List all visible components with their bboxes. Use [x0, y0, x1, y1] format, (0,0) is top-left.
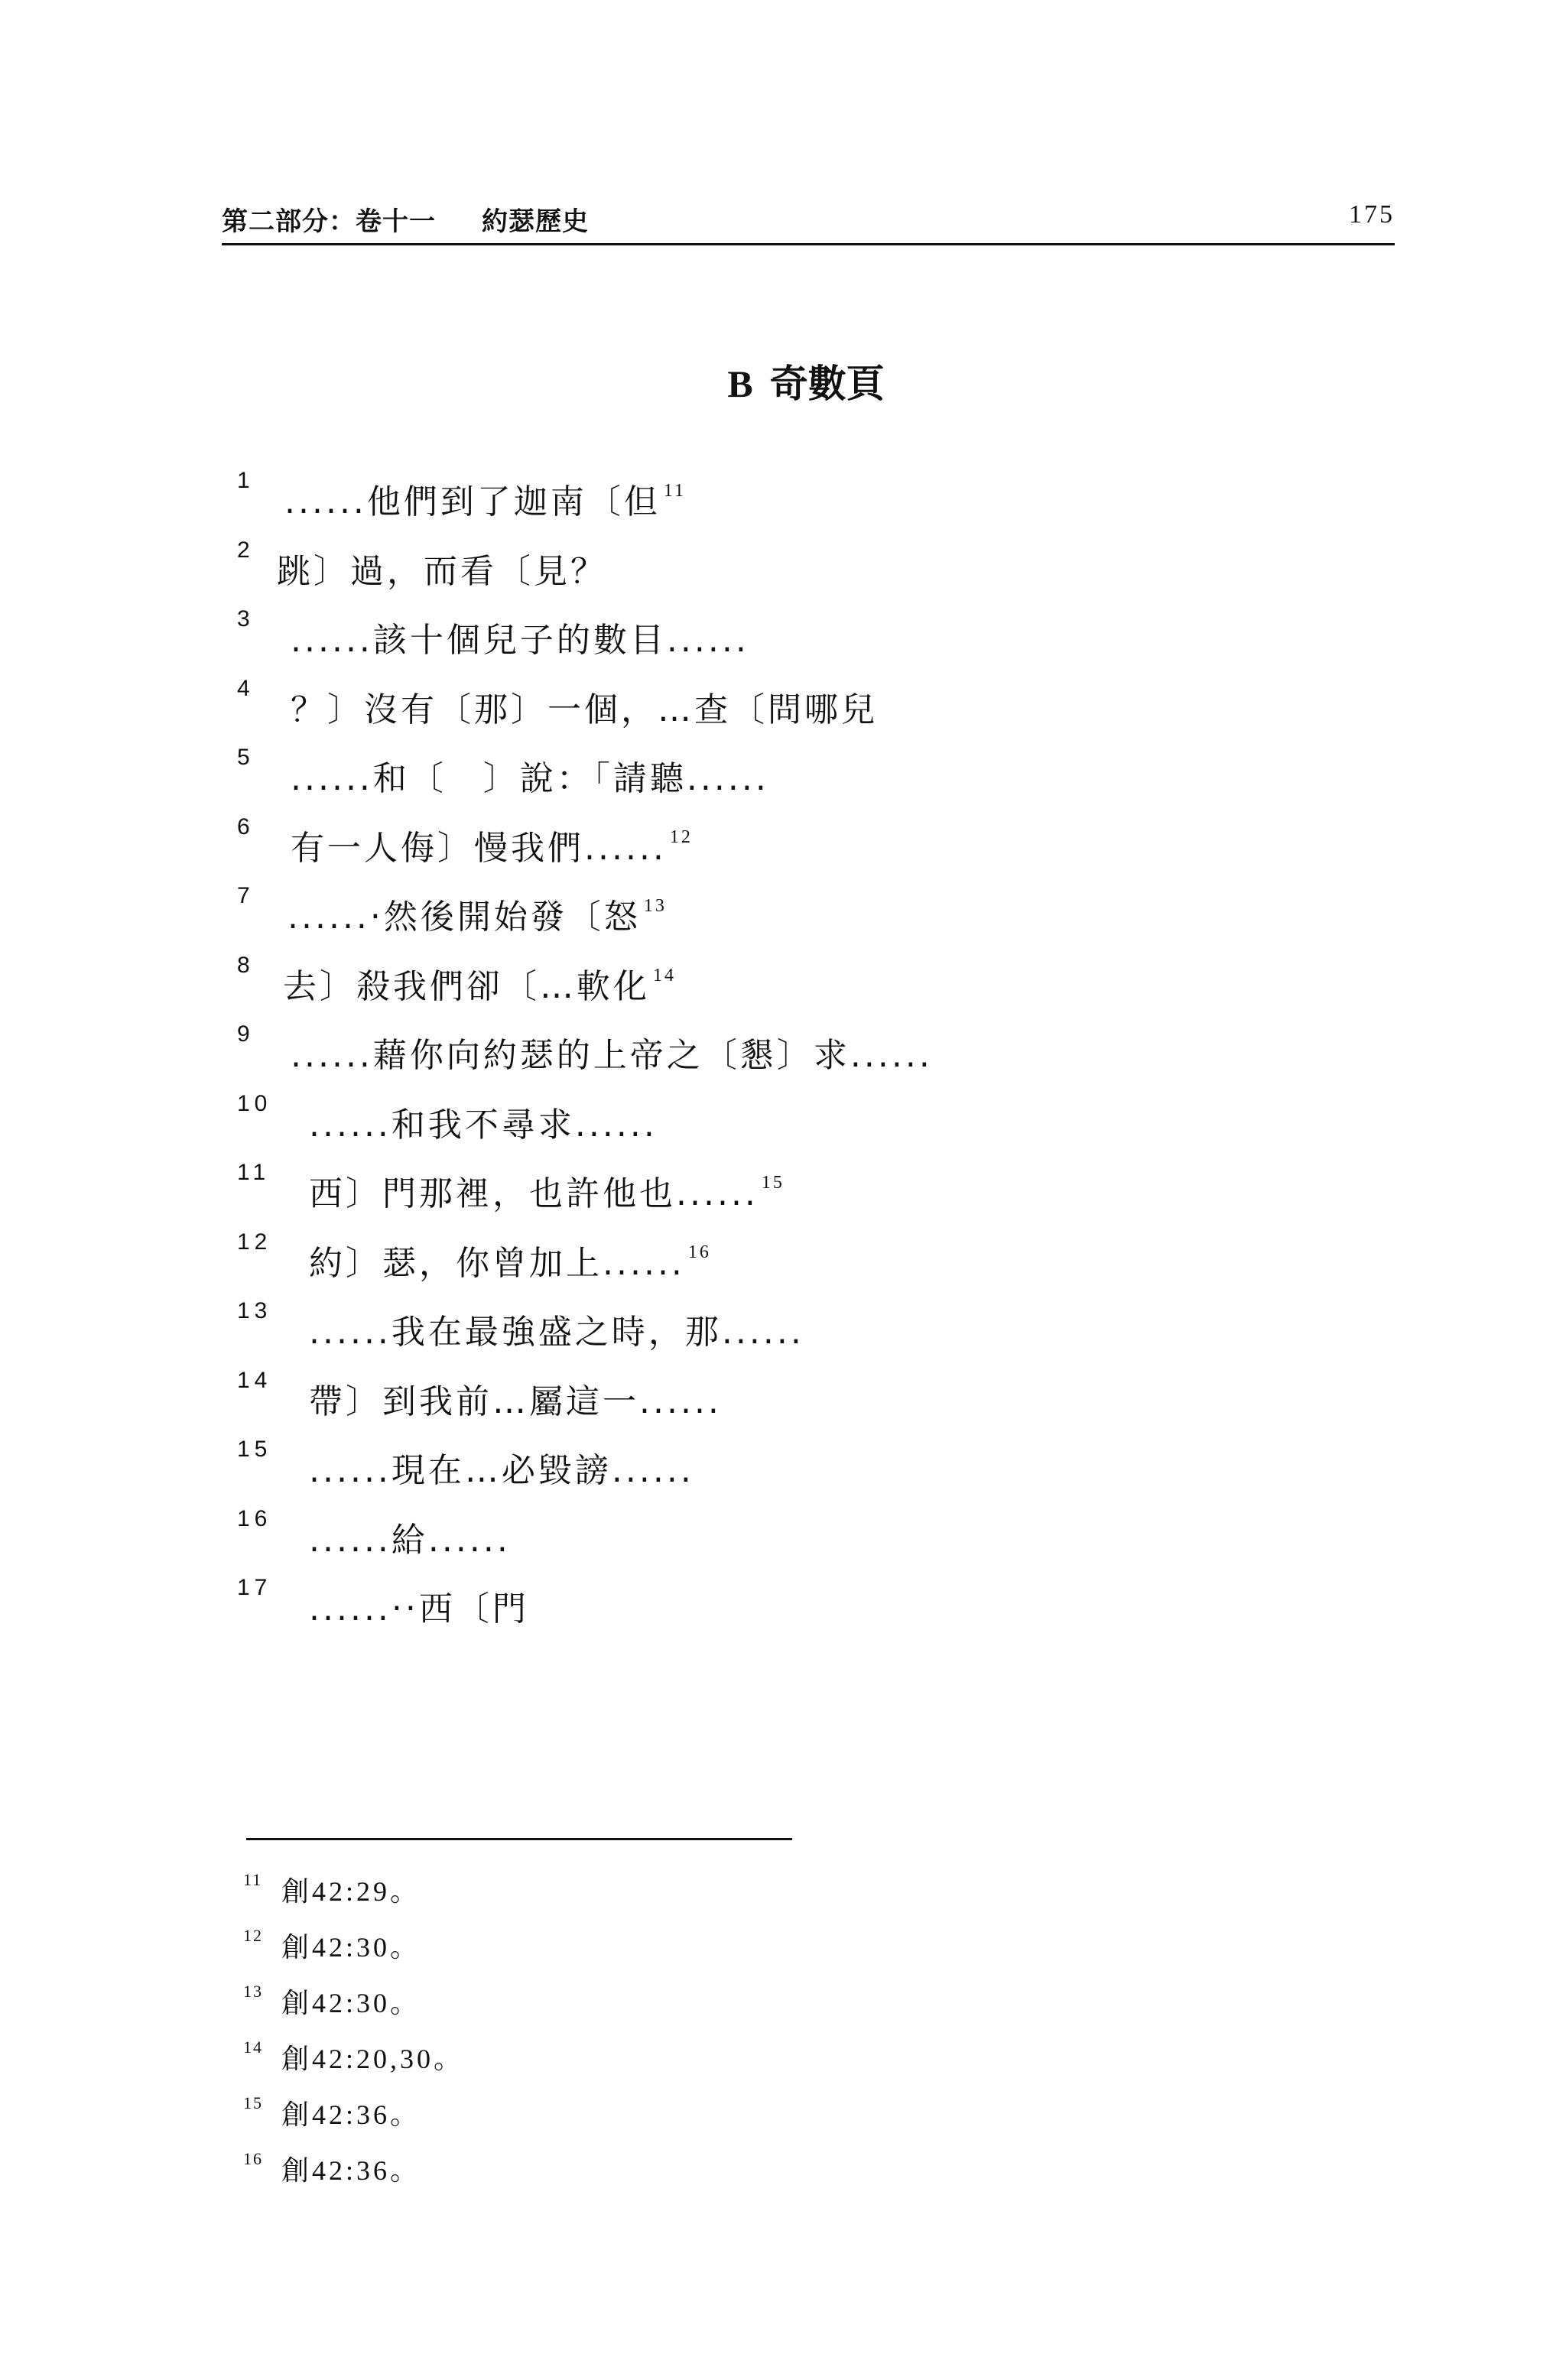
line-text: 跳〕過，而看〔見？ — [277, 551, 607, 591]
section-title-text: 奇數頁 — [769, 361, 885, 406]
fragment-line — [237, 814, 1384, 884]
header-book: 約瑟歷史 — [482, 206, 589, 237]
line-number: 4 — [237, 675, 255, 701]
line-text: ......我在最強盛之時，那...... — [309, 1313, 804, 1352]
line-number: 5 — [237, 745, 255, 770]
line-text: 帶〕到我前…屬這一...... — [309, 1382, 722, 1421]
footnote-mark: 13 — [243, 1982, 263, 2001]
fragment-line — [237, 1229, 1384, 1299]
fragment-line — [237, 1021, 1384, 1091]
footnote-ref: 16 — [687, 1242, 711, 1262]
fragment-line — [237, 537, 1384, 607]
fragment-line — [237, 953, 1384, 1022]
line-text: ......給...... — [309, 1520, 511, 1560]
footnote-text: 創42:36。 — [281, 2155, 421, 2186]
fragment-line — [237, 745, 1384, 814]
line-text: 有一人侮〕慢我們...... $^{12}$ — [291, 826, 693, 868]
fragment-line — [237, 1298, 1384, 1368]
footnote-ref: 14 — [653, 965, 676, 985]
fragment-line — [237, 468, 1384, 537]
line-text: ......藉你向約瑟的上帝之〔懇〕求...... — [291, 1036, 933, 1075]
line-number: 1 — [237, 468, 255, 493]
footnote-text: 創42:29。 — [281, 1876, 421, 1907]
fragment-line — [237, 883, 1384, 953]
section-title — [0, 353, 1566, 408]
header-part: 第二部分：卷十一 — [222, 206, 436, 237]
line-number: 14 — [237, 1367, 272, 1393]
line-text: ......現在…必毀謗...... — [309, 1451, 694, 1490]
fragment-line — [237, 1506, 1384, 1576]
line-text: ......和我不尋求...... — [309, 1105, 658, 1145]
footnote-ref: 11 — [663, 481, 687, 501]
footnote-mark: 14 — [243, 2037, 263, 2057]
fragment-line — [237, 606, 1384, 676]
line-number: 10 — [237, 1090, 272, 1116]
footnote-text: 創42:36。 — [281, 2099, 421, 2130]
line-text: ？〕沒有〔那〕一個，…查〔問哪兒 — [291, 690, 878, 729]
line-number: 11 — [237, 1160, 271, 1185]
fragment-lines — [237, 468, 1384, 1645]
line-text: ......‧然後開始發〔怒 $^{13}$ — [288, 896, 667, 937]
line-number: 13 — [237, 1298, 272, 1323]
fragment-line — [237, 1575, 1384, 1645]
line-text: ......該十個兒子的數目...... — [291, 621, 749, 660]
fragment-line — [237, 1437, 1384, 1506]
footnote-mark: 16 — [243, 2149, 263, 2168]
footnote-mark: 15 — [243, 2093, 263, 2112]
line-number: 9 — [237, 1021, 255, 1047]
footnote-ref: 15 — [761, 1173, 785, 1193]
footnote-text: 創42:20,30。 — [281, 2044, 465, 2074]
line-number: 16 — [237, 1505, 272, 1531]
line-number: 3 — [237, 606, 255, 632]
line-number: 15 — [237, 1437, 272, 1462]
header-title — [222, 200, 589, 238]
footnote-ref: 13 — [643, 896, 667, 916]
footnote-mark: 11 — [243, 1870, 263, 1889]
line-text: 西〕門那裡，也許他也...... $^{15}$ — [309, 1173, 785, 1213]
footnote-rule — [246, 1838, 792, 1840]
section-letter: B — [727, 362, 753, 405]
header-rule — [222, 243, 1395, 245]
line-text: ......他們到了迦南〔但 $^{11}$ — [284, 481, 687, 521]
fragment-line — [237, 676, 1384, 745]
fragment-line — [237, 1091, 1384, 1161]
page-number: 175 — [1349, 200, 1395, 229]
line-number: 6 — [237, 813, 255, 839]
footnote-text: 創42:30。 — [281, 1988, 421, 2018]
footnote-mark: 12 — [243, 1926, 263, 1945]
line-number: 7 — [237, 883, 255, 908]
fragment-line — [237, 1160, 1384, 1229]
footnote-ref: 12 — [669, 826, 693, 847]
line-text: 約〕瑟，你曾加上...... $^{16}$ — [309, 1242, 711, 1283]
line-text: ......和〔 〕說：「請聽...... — [291, 759, 769, 798]
running-header — [222, 200, 1395, 245]
line-text: 去〕殺我們卻〔…軟化 $^{14}$ — [283, 965, 676, 1006]
footnote-text: 創42:30。 — [281, 1932, 421, 1963]
line-number: 8 — [237, 952, 255, 978]
fragment-line — [237, 1368, 1384, 1437]
line-number: 12 — [237, 1229, 272, 1255]
line-number: 2 — [237, 537, 255, 563]
line-number: 17 — [237, 1575, 272, 1600]
line-text: ......‧‧西〔門 — [309, 1589, 529, 1628]
